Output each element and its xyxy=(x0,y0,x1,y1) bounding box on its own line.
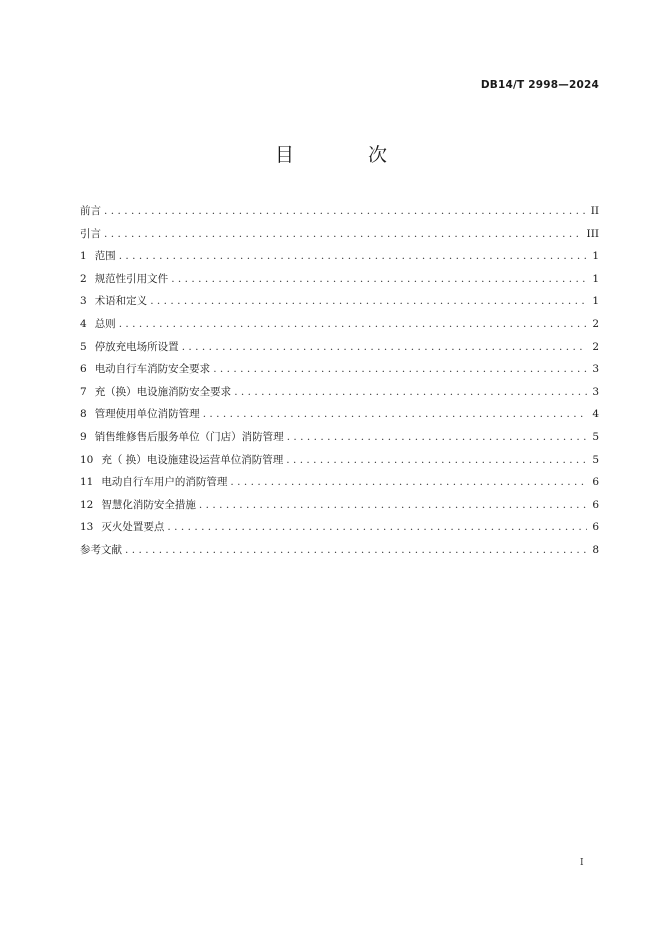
toc-entry[interactable] xyxy=(80,336,599,359)
toc-entry[interactable] xyxy=(80,245,599,268)
toc-entry-number: 13 xyxy=(80,521,94,534)
toc-entry-number: 2 xyxy=(80,272,87,285)
toc-entry-page: 1 xyxy=(592,272,599,285)
toc-entry[interactable] xyxy=(80,516,599,539)
toc-entry[interactable] xyxy=(80,290,599,313)
toc-entry-title: 管理使用单位消防管理 xyxy=(94,408,200,421)
toc-entry[interactable] xyxy=(80,403,599,426)
toc-entry-page: 8 xyxy=(592,543,599,556)
toc-entry-title: 前言 xyxy=(80,205,101,217)
toc-entry-title: 电动自行车用户的消防管理 xyxy=(101,476,228,489)
toc-entry-title: 范围 xyxy=(94,250,116,263)
toc-entry-page: 2 xyxy=(592,340,599,353)
toc-entry-page: 6 xyxy=(592,498,599,511)
toc-entry[interactable] xyxy=(80,471,599,494)
toc-entry[interactable] xyxy=(80,268,599,291)
toc-entry-page: 5 xyxy=(592,430,599,443)
toc-entry-page: 3 xyxy=(592,385,599,398)
toc-entry[interactable] xyxy=(80,200,599,223)
toc-entry-page: 4 xyxy=(592,408,599,421)
toc-dot-leader xyxy=(125,539,587,562)
toc-entry-title: 充（换）电设施消防安全要求 xyxy=(94,385,232,398)
toc-entry[interactable] xyxy=(80,358,599,381)
toc-entry[interactable] xyxy=(80,313,599,336)
toc-entry[interactable] xyxy=(80,539,599,562)
table-of-contents xyxy=(80,200,599,562)
toc-dot-leader xyxy=(286,449,587,472)
toc-dot-leader xyxy=(150,290,587,313)
toc-entry[interactable] xyxy=(80,223,599,246)
document-code: DB14/T 2998—2024 xyxy=(480,79,599,91)
toc-entry-title: 术语和定义 xyxy=(94,295,148,308)
toc-entry-page: 1 xyxy=(592,250,599,263)
toc-dot-leader xyxy=(203,403,587,426)
toc-entry-number: 9 xyxy=(80,430,87,443)
toc-entry[interactable] xyxy=(80,381,599,404)
toc-entry-number: 7 xyxy=(80,385,87,398)
page-title: 目 次 xyxy=(274,144,422,166)
toc-entry[interactable] xyxy=(80,449,599,472)
toc-dot-leader xyxy=(104,200,587,223)
toc-entry-number: 4 xyxy=(80,317,87,330)
toc-entry-page: 5 xyxy=(592,453,599,466)
toc-entry-number: 5 xyxy=(80,340,87,353)
toc-entry-page: 3 xyxy=(592,363,599,376)
toc-dot-leader xyxy=(230,471,587,494)
toc-dot-leader xyxy=(234,381,587,404)
toc-dot-leader xyxy=(171,268,587,291)
toc-entry-title: 参考文献 xyxy=(80,543,122,556)
page-number: I xyxy=(580,858,584,868)
toc-entry-number: 6 xyxy=(80,363,87,376)
toc-dot-leader xyxy=(213,358,587,381)
toc-entry-title: 充（ 换）电设施建设运营单位消防管理 xyxy=(101,453,284,466)
toc-entry-page: 1 xyxy=(592,295,599,308)
toc-entry-page: II xyxy=(590,205,599,217)
toc-dot-leader xyxy=(167,516,587,539)
toc-entry-title: 销售维修售后服务单位（门店）消防管理 xyxy=(94,430,284,443)
toc-entry-number: 12 xyxy=(80,498,94,511)
toc-entry-title: 停放充电场所设置 xyxy=(94,340,179,353)
toc-dot-leader xyxy=(119,245,587,268)
toc-entry-page: 2 xyxy=(592,317,599,330)
toc-entry-title: 规范性引用文件 xyxy=(94,272,169,285)
toc-entry-number: 11 xyxy=(80,476,94,489)
toc-entry-title: 电动自行车消防安全要求 xyxy=(94,363,211,376)
toc-entry-title: 灭火处置要点 xyxy=(101,521,165,534)
toc-entry-number: 10 xyxy=(80,453,94,466)
toc-entry-title: 总则 xyxy=(94,317,116,330)
toc-entry-title: 引言 xyxy=(80,227,101,240)
toc-entry[interactable] xyxy=(80,494,599,517)
toc-dot-leader xyxy=(199,494,587,517)
toc-dot-leader xyxy=(104,223,583,246)
toc-entry-number: 8 xyxy=(80,408,87,421)
toc-dot-leader xyxy=(182,336,587,359)
toc-dot-leader xyxy=(119,313,587,336)
toc-entry-number: 3 xyxy=(80,295,87,308)
toc-entry-page: 6 xyxy=(592,476,599,489)
toc-entry-number: 1 xyxy=(80,250,87,263)
toc-dot-leader xyxy=(287,426,587,449)
toc-entry-page: III xyxy=(586,227,599,240)
toc-entry-page: 6 xyxy=(592,521,599,534)
toc-entry-title: 智慧化消防安全措施 xyxy=(101,498,196,511)
toc-entry[interactable] xyxy=(80,426,599,449)
